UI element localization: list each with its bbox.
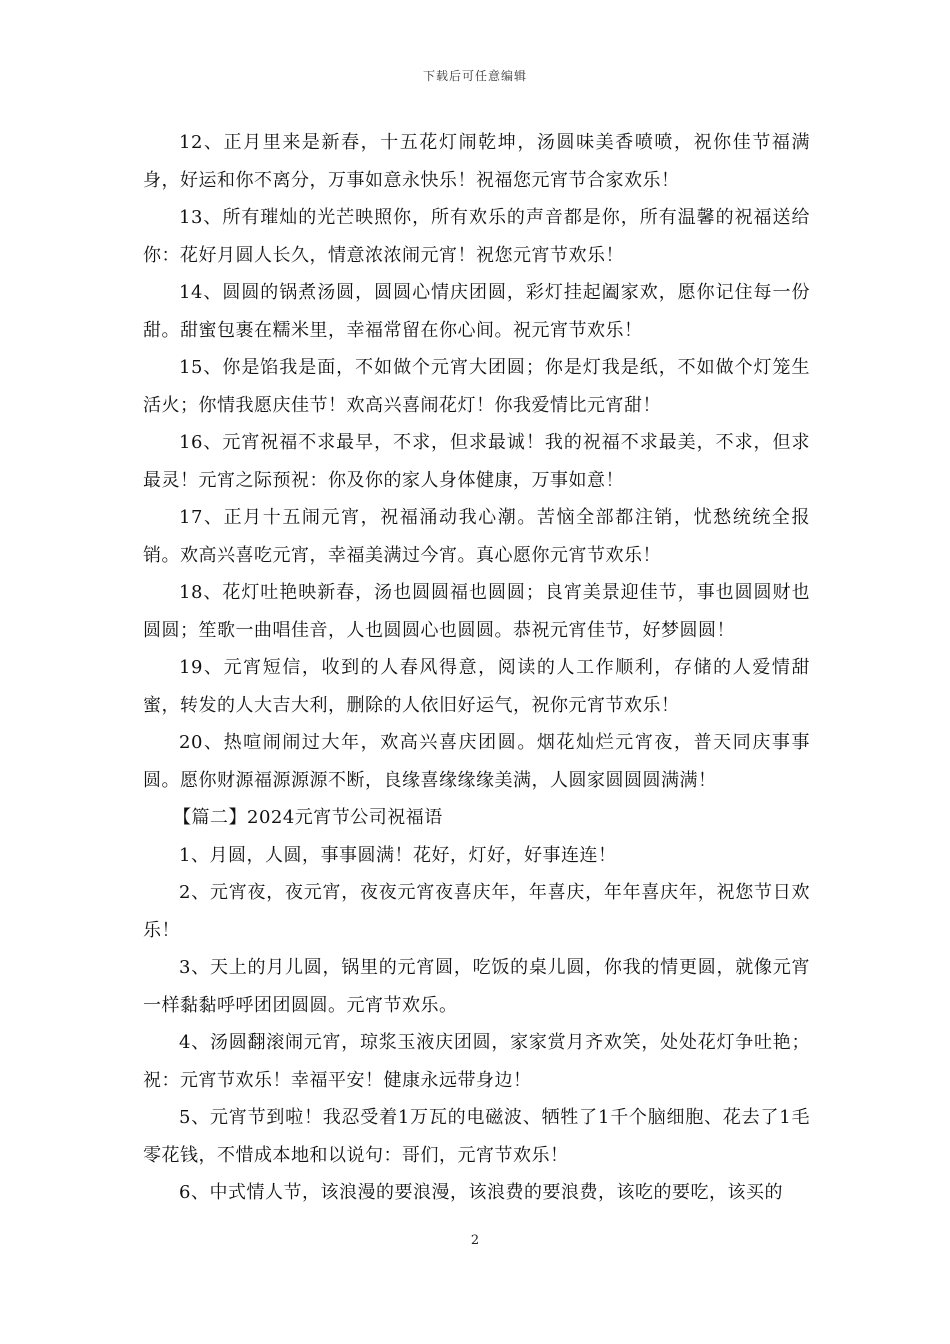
section-paragraph-1: 1、月圆，人圆，事事圆满！花好，灯好，好事连连！ bbox=[179, 844, 617, 866]
document-body bbox=[143, 124, 810, 1212]
paragraph-12: 12、正月里来是新春，十五花灯闹乾坤，汤圆味美香喷喷，祝你佳节福满身，好运和你不离分，万事如意永快乐！祝福您元宵节合家欢乐！ bbox=[143, 132, 810, 191]
section-paragraph-6: 6、中式情人节，该浪漫的要浪漫，该浪费的要浪费，该吃的要吃，该买的 bbox=[179, 1182, 783, 1203]
section-paragraph-4: 4、汤圆翻滚闹元宵，琼浆玉液庆团圆，家家赏月齐欢笑，处处花灯争吐艳；祝：元宵节欢乐！幸福平安！健康永远带身边！ bbox=[143, 1032, 810, 1091]
page-number: 2 bbox=[470, 1233, 480, 1248]
paragraph-13: 13、所有璀灿的光芒映照你，所有欢乐的声音都是你，所有温馨的祝福送给你：花好月圆人长久，情意浓浓闹元宵！祝您元宵节欢乐！ bbox=[143, 207, 810, 266]
section-paragraph-5: 5、元宵节到啦！我忍受着1万瓦的电磁波、牺牲了1千个脑细胞、花去了1毛零花钱，不惜成本地和以说句：哥们，元宵节欢乐！ bbox=[143, 1107, 810, 1166]
paragraph-17: 17、正月十五闹元宵，祝福涌动我心潮。苦恼全部都注销，忧愁统统全报销。欢高兴喜吃元宵，幸福美满过今宵。真心愿你元宵节欢乐！ bbox=[143, 507, 810, 566]
paragraph-16: 16、元宵祝福不求最早，不求，但求最诚！我的祝福不求最美，不求，但求最灵！元宵之际预祝：你及你的家人身体健康，万事如意！ bbox=[143, 432, 810, 491]
section-paragraph-3: 3、天上的月儿圆，锅里的元宵圆，吃饭的桌儿圆，你我的情更圆，就像元宵一样黏黏呼呼团团圆圆。元宵节欢乐。 bbox=[143, 957, 810, 1016]
section-heading: 【篇二】2024元宵节公司祝福语 bbox=[173, 807, 443, 828]
section-paragraph-2: 2、元宵夜，夜元宵，夜夜元宵夜喜庆年，年喜庆，年年喜庆年，祝您节日欢乐！ bbox=[143, 882, 810, 941]
paragraph-14: 14、圆圆的锅煮汤圆，圆圆心情庆团圆，彩灯挂起阖家欢，愿你记住每一份甜。甜蜜包裹在糯米里，幸福常留在你心间。祝元宵节欢乐！ bbox=[143, 282, 810, 341]
paragraph-18: 18、花灯吐艳映新春，汤也圆圆福也圆圆；良宵美景迎佳节，事也圆圆财也圆圆；笙歌一曲唱佳音，人也圆圆心也圆圆。恭祝元宵佳节，好梦圆圆！ bbox=[143, 582, 810, 641]
paragraph-19: 19、元宵短信，收到的人春风得意，阅读的人工作顺利，存储的人爱情甜蜜，转发的人大吉大利，删除的人依旧好运气，祝你元宵节欢乐！ bbox=[143, 657, 810, 716]
paragraph-15: 15、你是馅我是面，不如做个元宵大团圆；你是灯我是纸，不如做个灯笼生活火；你情我愿庆佳节！欢高兴喜闹花灯！你我爱情比元宵甜！ bbox=[143, 357, 810, 416]
paragraph-20: 20、热喧闹闹过大年，欢高兴喜庆团圆。烟花灿烂元宵夜，普天同庆事事圆。愿你财源福源源源不断，良缘喜缘缘缘美满，人圆家圆圆圆满满！ bbox=[143, 732, 810, 791]
page-header: 下载后可任意编辑 bbox=[422, 69, 527, 83]
